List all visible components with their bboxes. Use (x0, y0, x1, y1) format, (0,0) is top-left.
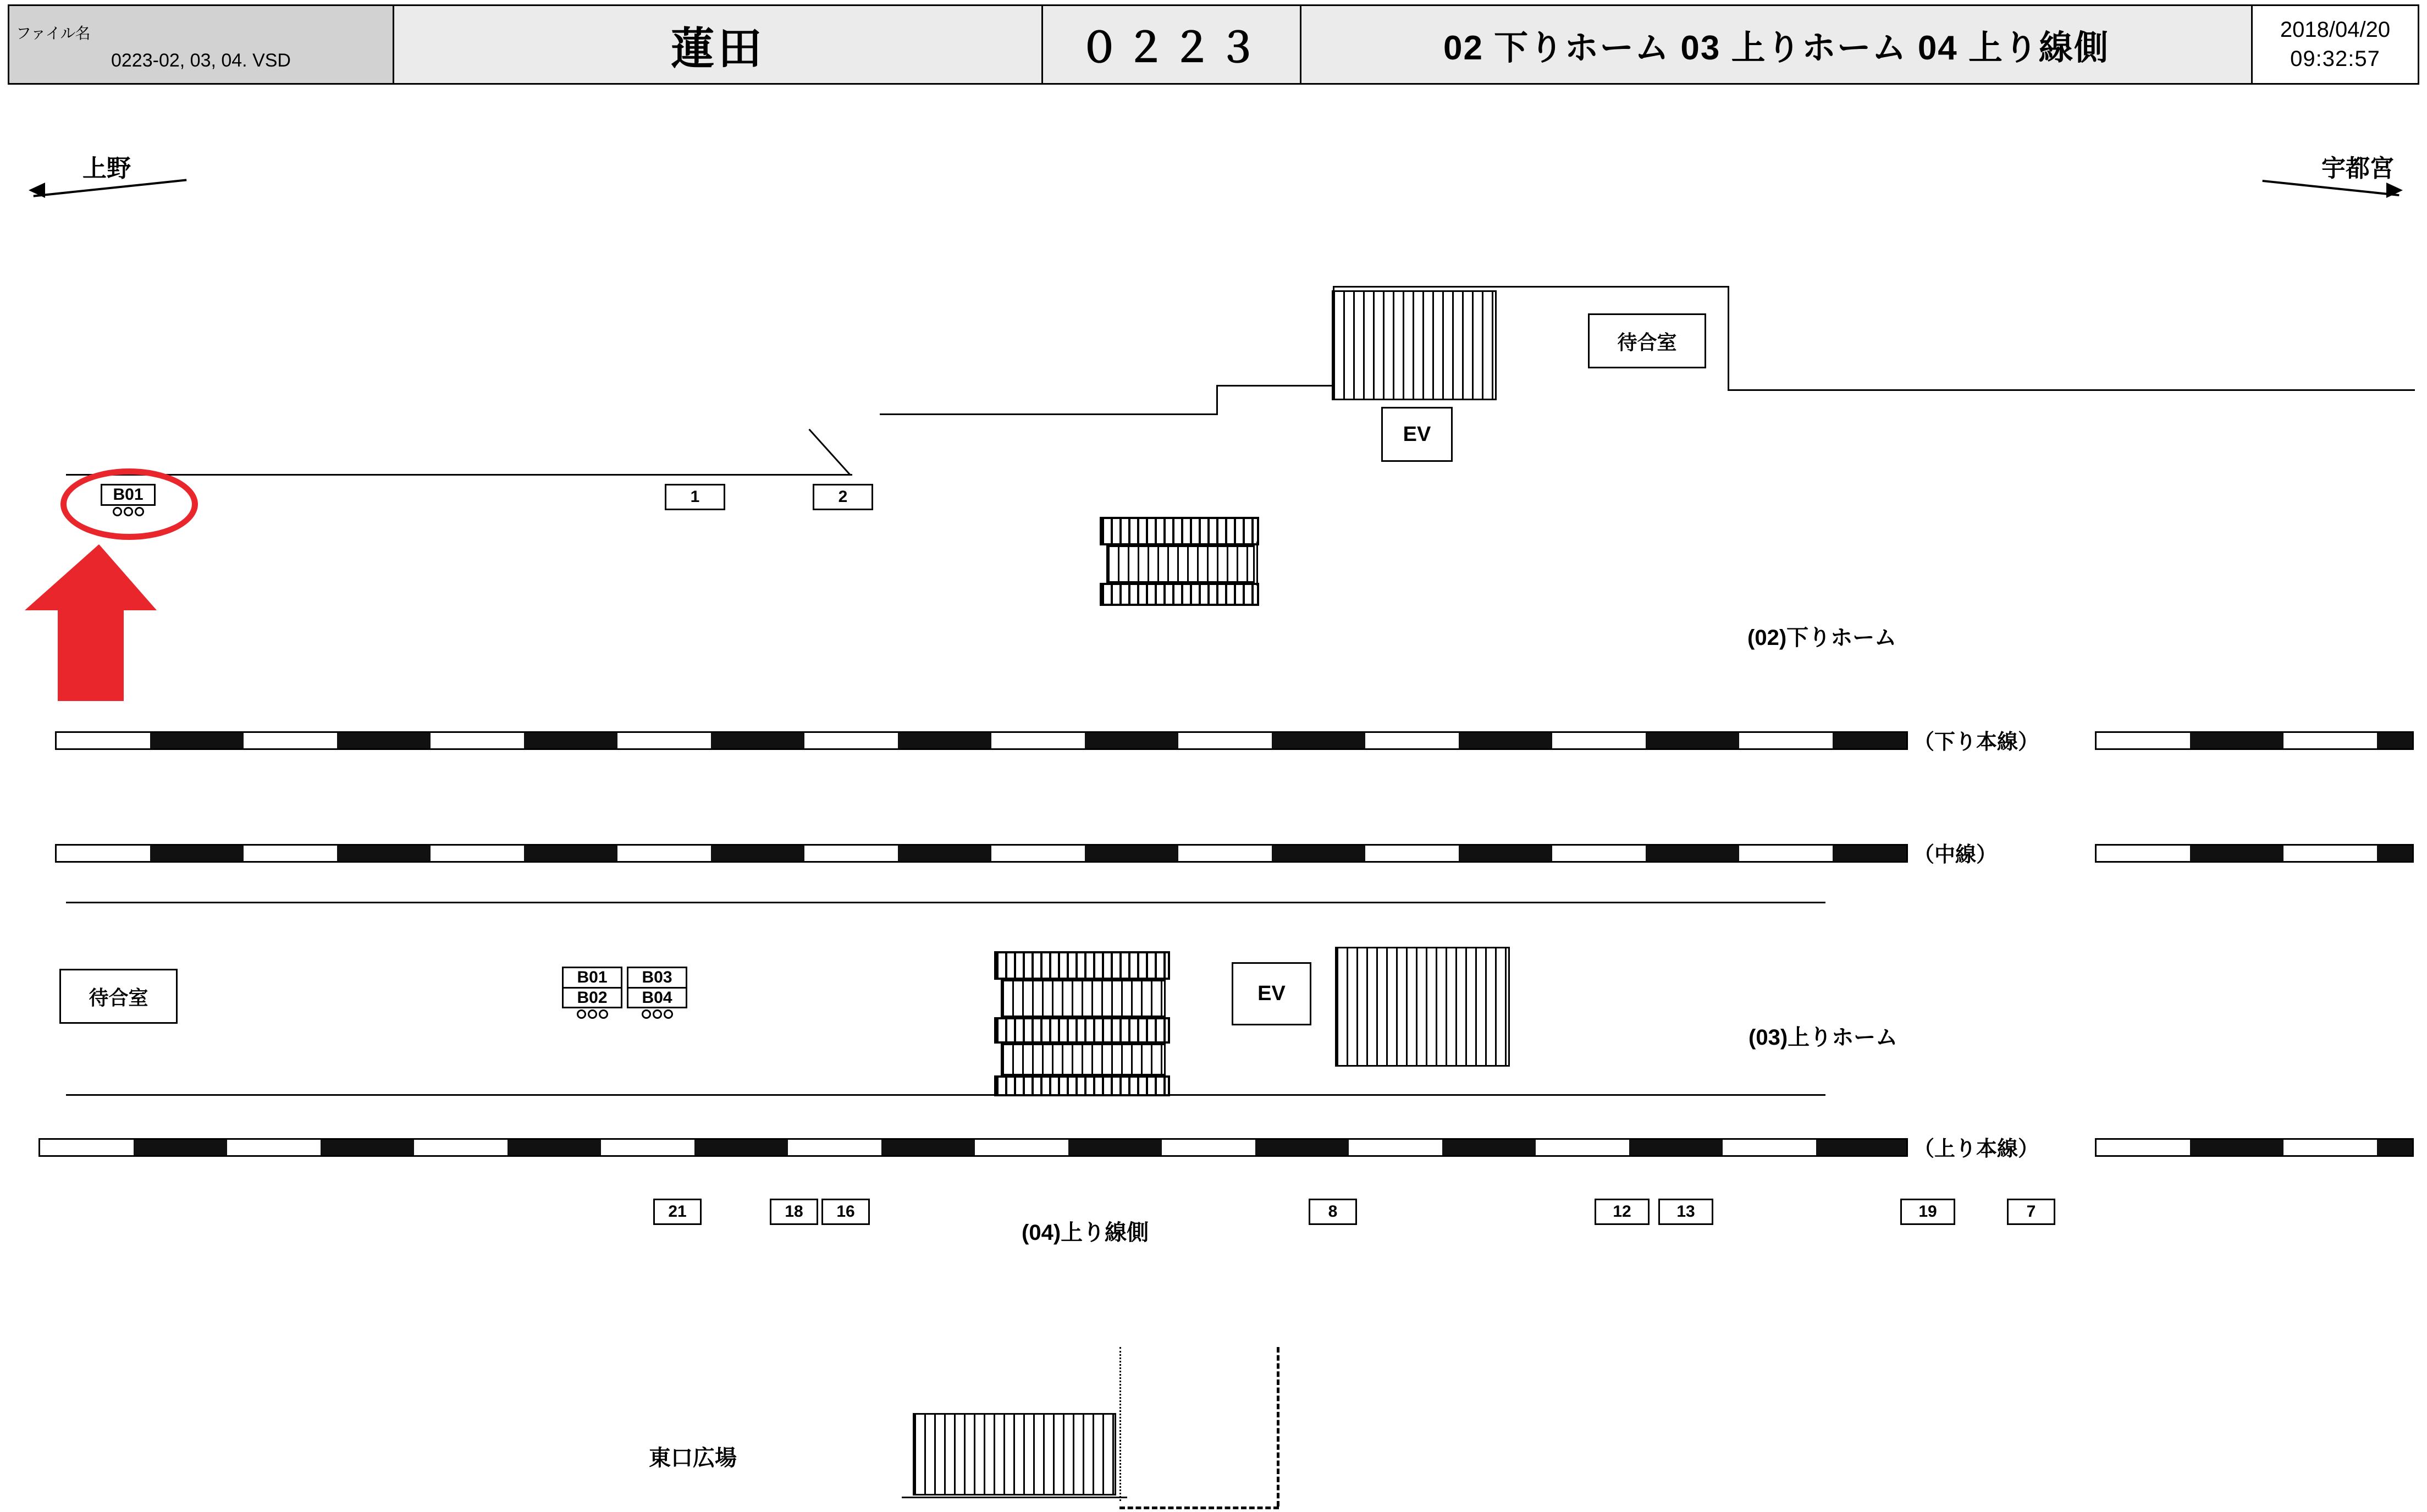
direction-label-right: 宇都宮 (2321, 155, 2394, 182)
platform02-exit-2-label: 2 (838, 488, 848, 506)
platform04-number-18-label: 18 (785, 1202, 803, 1221)
station-name-cell (394, 6, 1043, 83)
platform02-escalator-side (1256, 542, 1258, 586)
platform04-number-8 (1309, 1199, 1357, 1225)
platform02-exit-2 (813, 484, 873, 510)
platform04-number-19-label: 19 (1918, 1202, 1937, 1221)
speaker-dot (664, 1009, 673, 1019)
platform02-exit-1 (665, 484, 725, 510)
platform02-title: (02)下りホーム (1747, 626, 1897, 650)
platform03-stairs (1335, 947, 1510, 1067)
speaker-dot (588, 1009, 597, 1019)
plaza-dotted-line (1119, 1347, 1121, 1501)
platform02-upper-riser-2 (1728, 286, 1729, 390)
plaza-dashed-vertical (1277, 1347, 1279, 1507)
platform02-escalator-body (1106, 545, 1255, 583)
platform03-speaker-b03-box: B03 (627, 967, 687, 989)
date-text: 2018/04/20 (2280, 18, 2391, 42)
plaza-label: 東口広場 (649, 1446, 737, 1470)
platform04-number-13 (1658, 1199, 1713, 1225)
platform03-speaker-b01-b02-dots (562, 1009, 622, 1019)
track-up-main-label: （上り本線） (1913, 1138, 2039, 1161)
platform02-escalator-bottom (1100, 583, 1259, 606)
speaker-dot (599, 1009, 608, 1019)
plaza-stairs-base (902, 1497, 1127, 1498)
track-middle-left (55, 844, 1908, 863)
platform02-upper-line-1 (910, 413, 1218, 415)
time-text: 09:32:57 (2290, 47, 2380, 71)
platform03-ev-box (1232, 962, 1311, 1025)
platform04-number-21 (653, 1199, 702, 1225)
platform04-number-16 (821, 1199, 870, 1225)
plaza-dashed-horizontal (1119, 1507, 1279, 1509)
speaker-dot (577, 1009, 586, 1019)
platform04-number-12-label: 12 (1613, 1202, 1631, 1221)
sheet-description-cell (1301, 6, 2253, 83)
platform03-escalator-bottom (994, 1075, 1170, 1096)
station-name: 蓮田 (670, 24, 765, 73)
direction-arrow-right-icon (2386, 183, 2403, 198)
platform04-number-8-label: 8 (1328, 1202, 1338, 1221)
direction-arrow-left-icon (29, 183, 45, 198)
platform03-speaker-b04-box: B04 (627, 989, 687, 1009)
plaza-stairs (913, 1413, 1116, 1496)
platform03-waiting-room-label: 待合室 (89, 986, 148, 1009)
platform02-ev-label: EV (1403, 422, 1431, 446)
platform03-speaker-b03-b04-dots (627, 1009, 687, 1019)
platform04-title: (04)上り線側 (1022, 1221, 1149, 1245)
platform04-number-18 (770, 1199, 818, 1225)
platform03-escalator-top (994, 951, 1170, 980)
platform02-diagonal-1 (808, 429, 851, 476)
platform02-ev-box (1381, 407, 1453, 462)
track-middle-right (2095, 844, 2414, 863)
platform03-escalator-mid (994, 1017, 1170, 1044)
speaker-dot (642, 1009, 651, 1019)
platform02-waiting-room-label: 待合室 (1617, 330, 1677, 354)
platform03-edge-top (66, 902, 1825, 903)
timestamp-cell (2253, 6, 2418, 83)
sheet-description: 02 下りホーム 03 上りホーム 04 上り線側 (1443, 29, 2110, 67)
highlight-ellipse (60, 468, 198, 540)
platform02-upper-line-3 (1333, 286, 1729, 288)
speaker-dot (653, 1009, 662, 1019)
platform03-escalator-body2 (1001, 1044, 1166, 1075)
station-code-cell (1043, 6, 1301, 83)
platform02-upper-riser (1216, 385, 1218, 415)
platform03-title: (03)上りホーム (1748, 1025, 1898, 1050)
platform03-escalator-body (1001, 980, 1166, 1017)
platform02-stairs (1332, 290, 1497, 400)
platform02-waiting-room (1588, 313, 1706, 368)
track-up-main-left (38, 1138, 1908, 1157)
platform02-escalator-top (1100, 517, 1259, 545)
file-name-cell (9, 6, 394, 83)
header-bar (8, 4, 2419, 85)
file-name-label: ファイル名 (16, 24, 90, 42)
platform04-number-13-label: 13 (1676, 1202, 1695, 1221)
platform03-waiting-room (59, 969, 178, 1024)
platform03-edge-bottom (66, 1094, 1825, 1096)
platform02-upper-line-4 (1728, 389, 2415, 391)
platform04-number-12 (1595, 1199, 1650, 1225)
direction-label-left: 上野 (82, 155, 131, 182)
platform02-speaker-b01-box: B01 (101, 484, 156, 506)
platform03-speaker-b01-box: B01 (562, 967, 622, 989)
track-middle-label: （中線） (1913, 843, 1998, 867)
track-down-main-left (55, 731, 1908, 750)
platform03-speaker-b01-b02 (562, 967, 622, 1019)
platform02-edge-left (66, 474, 852, 476)
track-up-main-right (2095, 1138, 2414, 1157)
platform04-number-21-label: 21 (668, 1202, 687, 1221)
platform02-exit-1-label: 1 (690, 488, 700, 506)
platform02-step-1 (880, 413, 913, 415)
platform03-ev-label: EV (1257, 982, 1286, 1005)
platform04-number-7 (2007, 1199, 2055, 1225)
track-down-main-label: （下り本線） (1913, 731, 2039, 754)
highlight-arrow-icon (16, 544, 170, 704)
platform04-number-16-label: 16 (836, 1202, 855, 1221)
platform04-number-19 (1900, 1199, 1955, 1225)
platform03-speaker-b02-box: B02 (562, 989, 622, 1009)
platform03-speaker-b03-b04 (627, 967, 687, 1019)
file-name-value: 0223-02, 03, 04. VSD (111, 49, 291, 71)
station-code: ０２２３ (1079, 25, 1264, 70)
track-down-main-right (2095, 731, 2414, 750)
platform04-number-7-label: 7 (2026, 1202, 2036, 1221)
